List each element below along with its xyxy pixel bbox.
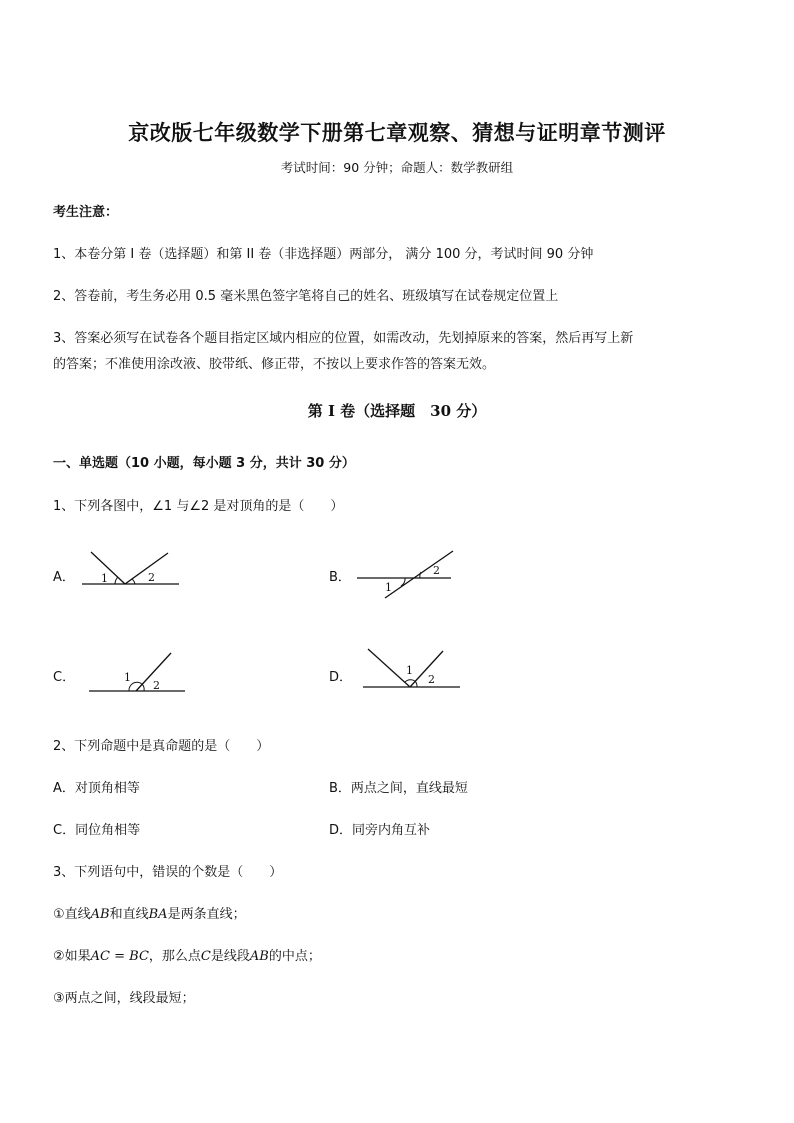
q2-option-a[interactable]: A．对顶角相等 [53, 781, 140, 796]
q3-s1-line-ba: BA [148, 907, 168, 922]
q3-statement-1 [53, 903, 246, 922]
q2-option-d[interactable]: D．同旁内角互补 [329, 823, 431, 838]
q2-option-c[interactable]: C．同位角相等 [53, 823, 141, 838]
q3-s2-point-c: C [200, 949, 211, 964]
notice-item-2: 2、答卷前，考生务必用 0.5 毫米黑色签字笔将自己的姓名、班级填写在试卷规定位置上 [53, 289, 559, 304]
page-title: 京改版七年级数学下册第七章观察、猜想与证明章节测评 [128, 120, 666, 145]
q1-option-a-label[interactable]: A． [53, 570, 75, 585]
q1-option-b-figure [355, 548, 465, 603]
q3-s2-text: ②如果 [53, 949, 91, 964]
q3-s1-text-3: 是两条直线； [167, 907, 246, 922]
q1-option-b-label[interactable]: B． [329, 570, 351, 585]
part-heading: 一、单选题（10 小题，每小题 3 分，共计 30 分） [53, 456, 355, 471]
q1-option-a-figure [80, 550, 185, 590]
angle-1-label: 1 [101, 572, 108, 585]
q3-s2-equation: AC = BC [90, 949, 149, 964]
notice-heading: 考生注意： [53, 205, 119, 220]
q3-s1-line-ab: AB [90, 907, 110, 922]
section-title: 第 I 卷（选择题 30 分） [307, 402, 487, 420]
notice-item-3: 3、答案必须写在试卷各个题目指定区域内相应的位置，如需改动，先划掉原来的答案，然后再写上新 [53, 331, 634, 346]
question-2-stem: 2、下列命题中是真命题的是（ ） [53, 739, 270, 754]
q3-statement-3: ③两点之间，线段最短； [53, 991, 195, 1006]
angle-2-label: 2 [153, 679, 160, 692]
question-1-stem: 1、下列各图中，∠1 与∠2 是对顶角的是（ ） [53, 499, 344, 514]
angle-2-label: 2 [433, 564, 440, 577]
q1-option-d-label[interactable]: D． [329, 670, 353, 685]
q2-option-b[interactable]: B．两点之间，直线最短 [329, 781, 468, 796]
angle-1-label: 1 [385, 581, 392, 594]
angle-2-label: 2 [428, 673, 435, 686]
q1-option-c-figure [86, 651, 191, 696]
question-3-stem: 3、下列语句中，错误的个数是（ ） [53, 865, 283, 880]
notice-item-3-cont: 的答案；不准使用涂改液、胶带纸、修正带，不按以上要求作答的答案无效。 [53, 357, 496, 372]
q3-s2-segment-ab: AB [249, 949, 269, 964]
q3-statement-2 [53, 945, 321, 964]
angle-1-label: 1 [124, 671, 131, 684]
exam-info: 考试时间：90 分钟；命题人：数学教研组 [280, 160, 514, 175]
q1-option-c-label[interactable]: C． [53, 670, 76, 685]
notice-item-1: 1、本卷分第 I 卷（选择题）和第 II 卷（非选择题）两部分， 满分 100 分，考试时间 90 分钟 [53, 247, 594, 262]
q1-option-d-figure [360, 647, 465, 692]
angle-1-label: 1 [406, 664, 413, 677]
q3-s2-text-4: 的中点； [268, 949, 321, 964]
angle-2-label: 2 [148, 571, 155, 584]
q3-s1-text: ①直线 [53, 907, 91, 922]
q3-s1-text-2: 和直线 [109, 907, 149, 922]
q3-s2-text-2: ，那么点 [148, 949, 201, 964]
q3-s2-text-3: 是线段 [210, 949, 250, 964]
